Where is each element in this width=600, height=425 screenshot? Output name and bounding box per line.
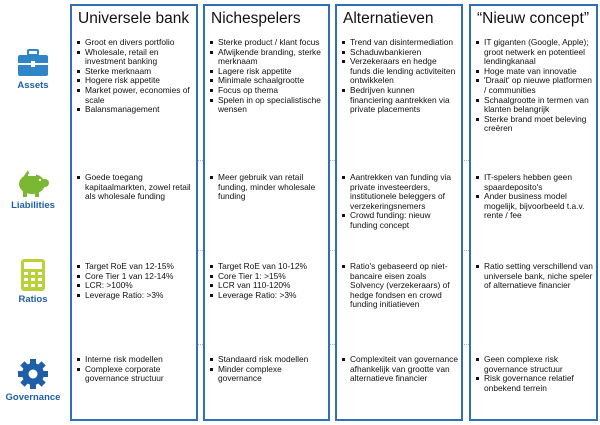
bullet-item: Schaduwbankieren [342, 48, 459, 58]
bullet-item: Standaard risk modellen [210, 355, 326, 365]
bullet-item: 'Draait' op nieuwe platformen / communities [476, 76, 594, 95]
cell-governance [77, 355, 194, 384]
cell-assets [342, 38, 459, 115]
gear-icon [17, 358, 49, 390]
bullet-item: Core Tier 1: >15% [210, 272, 326, 282]
column-universele-bank [70, 4, 198, 421]
cell-assets [210, 38, 326, 115]
bullet-item: LCR: >100% [77, 281, 194, 291]
bullet-item: Leverage Ratio: >3% [77, 291, 194, 301]
bullet-item: Focus op thema [210, 86, 326, 96]
bullet-item: Spelen in op specialistische wensen [210, 96, 326, 115]
cell-ratios [342, 262, 459, 310]
bullet-item: LCR van 110-120% [210, 281, 326, 291]
bullet-item: Trend van disintermediation [342, 38, 459, 48]
bullet-item: Leverage Ratio: >3% [210, 291, 326, 301]
bullet-item: Groot en divers portfolio [77, 38, 194, 48]
row-label-liabilities [0, 168, 66, 211]
cell-liabilities [77, 173, 194, 202]
cell-assets [77, 38, 194, 115]
calculator-icon [20, 258, 46, 292]
row-label-governance [0, 358, 66, 403]
row-label-assets [0, 48, 66, 91]
bullet-item: Goede toegang kapitaalmarkten, zowel retail als wholesale funding [77, 173, 194, 202]
bullet-item: Schaalgrootte in termen van klanten belangrijk [476, 96, 594, 115]
row-label-text: Governance [5, 392, 61, 403]
column-nichespelers [203, 4, 330, 421]
column-title: Universele bank [78, 10, 190, 27]
bullet-item: Verzekeraars en hedge funds die lending activiteiten ontwikkelen [342, 57, 459, 86]
bullet-item: Ratio setting verschillend van universele bank, niche speler of alternatieve financier [476, 262, 594, 291]
cell-ratios [210, 262, 326, 300]
row-label-text: Ratios [18, 294, 48, 305]
bullet-item: Crowd funding: nieuw funding concept [342, 211, 459, 230]
bullet-item: Balansmanagement [77, 105, 194, 115]
column-title: Alternatieven [343, 10, 434, 27]
piggy-bank-icon [14, 168, 52, 198]
cell-liabilities [342, 173, 459, 231]
cell-liabilities [210, 173, 326, 202]
bullet-item: Complexe corporate governance structuur [77, 365, 194, 384]
bullet-item: Aantrekken van funding via private investeerders, institutionele beleggers of verzekeringsnemers [342, 173, 459, 211]
cell-ratios [77, 262, 194, 300]
bullet-item: Minder complexe governance [210, 365, 326, 384]
bullet-item: Target RoE van 12-15% [77, 262, 194, 272]
bullet-item: Target RoE van 10-12% [210, 262, 326, 272]
bullet-item: Interne risk modellen [77, 355, 194, 365]
bullet-item: Core Tier 1 van 12-14% [77, 272, 194, 282]
bullet-item: Ratio's gebaseerd op niet-bancaire eisen zoals Solvency (verzekeraars) of hedge fondsen en crowd funding initiatieven [342, 262, 459, 310]
bullet-item: Minimale schaalgrootte [210, 76, 326, 86]
bullet-item: Risk governance relatief onbekend terrein [476, 374, 594, 393]
bullet-item: Geen complexe risk governance structuur [476, 355, 594, 374]
bullet-item: IT giganten (Google, Apple); groot netwerk en potentieel lendingkanaal [476, 38, 594, 67]
cell-governance [342, 355, 459, 384]
bullet-item: Meer gebruik van retail funding, minder wholesale funding [210, 173, 326, 202]
cell-governance [210, 355, 326, 384]
bullet-item: Hogere risk appetite [77, 76, 194, 86]
bullet-item: Wholesale, retail en investment banking [77, 48, 194, 67]
column-alternatieven [335, 4, 463, 421]
cell-ratios [476, 262, 594, 291]
bullet-item: Sterke brand moet beleving creëren [476, 115, 594, 134]
cell-governance [476, 355, 594, 393]
bullet-item: Sterke merknaam [77, 67, 194, 77]
bullet-item: Hoge mate van innovatie [476, 67, 594, 77]
bullet-item: Complexiteit van governance afhankelijk van grootte van alternatieve financier [342, 355, 459, 384]
row-label-text: Liabilities [11, 200, 55, 211]
column-nieuw-concept [469, 4, 598, 421]
cell-assets [476, 38, 594, 134]
briefcase-icon [16, 48, 50, 78]
bullet-item: Afwijkende branding, sterke merknaam [210, 48, 326, 67]
bullet-item: Bedrijven kunnen financiering aantrekken via private placements [342, 86, 459, 115]
bullet-item: Lagere risk appetite [210, 67, 326, 77]
bullet-item: Market power, economies of scale [77, 86, 194, 105]
row-label-text: Assets [17, 80, 49, 91]
column-title: “Nieuw concept” [477, 10, 589, 27]
cell-liabilities [476, 173, 594, 221]
bullet-item: IT-spelers hebben geen spaardeposito's [476, 173, 594, 192]
column-title: Nichespelers [211, 10, 301, 27]
row-label-ratios [0, 258, 66, 305]
bullet-item: Sterke product / klant focus [210, 38, 326, 48]
bullet-item: Ander business model mogelijk, bijvoorbeeld t.a.v. rente / fee [476, 192, 594, 221]
